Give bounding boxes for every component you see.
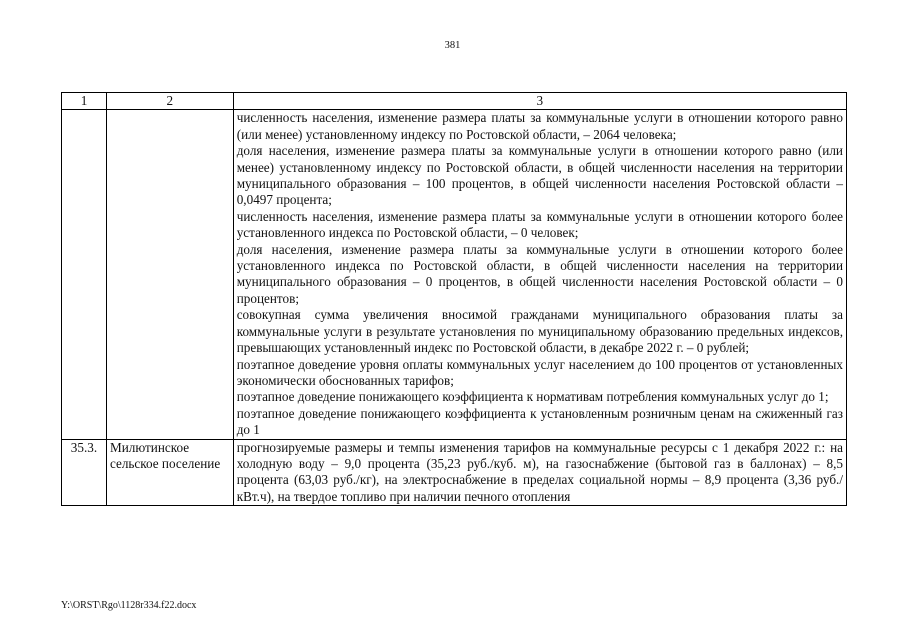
row-text: прогнозируемые размеры и темпы изменения тарифов на коммунальные ресурсы с 1 декабря 2022 г.: на холодную воду – 9,0 процента (35,23 руб./куб. м), на газоснабжение (бытовой газ в баллонах) – 8,5 процента (63,03 руб./кг), на электроснабжение в пределах социальной нормы – 8,9 процента (3,36 руб./кВт.ч), на твердое топливо при наличии печного отопления: [233, 439, 846, 506]
paragraph: доля населения, изменение размера платы за коммунальные услуги в отношении которого равно (или менее) установленному индексу по Ростовской области, в общей численности населения на территории муниципального образования – 100 процентов, в общей численности населения Ростовской области – 0,0497 процента;: [236, 143, 843, 208]
table-row-35-3: [62, 439, 847, 506]
header-col-3: 3: [233, 93, 846, 110]
paragraph: совокупная сумма увеличения вносимой гражданами муниципального образования платы за коммунальные услуги в результате установления по муниципальному образованию предельных индексов, превышающих установленный индекс по Ростовской области, в декабре 2022 г. – 0 рублей;: [236, 307, 843, 356]
paragraph: доля населения, изменение размера платы за коммунальные услуги в отношении которого более установленного индекса по Ростовской области, в общей численности населения на территории муниципального образования – 0 процентов, в общей численности населения Ростовской области – 0 процентов;: [236, 241, 843, 306]
header-col-1: 1: [62, 93, 107, 110]
header-col-2: 2: [106, 93, 233, 110]
page-number: 381: [444, 40, 461, 51]
settlement-name: Милютинское сельское поселение: [106, 439, 233, 506]
table-row-continuation: [62, 110, 847, 439]
paragraph: поэтапное доведение уровня оплаты коммунальных услуг населением до 100 процентов от установленных экономически обоснованных тарифов;: [236, 356, 843, 388]
empty-name-cell: [106, 110, 233, 439]
paragraph: численность населения, изменение размера платы за коммунальные услуги в отношении которого более установленного индекса по Ростовской области, – 0 человек;: [236, 208, 843, 241]
document-table: [61, 92, 847, 506]
empty-number-cell: [62, 110, 107, 439]
row-number: 35.3.: [62, 439, 107, 506]
paragraph: поэтапное доведение понижающего коэффициента к нормативам потребления коммунальных услуг до 1;: [236, 389, 829, 405]
table-header-row: [62, 93, 847, 110]
continuation-text-cell: [233, 110, 846, 439]
paragraph: численность населения, изменение размера платы за коммунальные услуги в отношении которого равно (или менее) установленному индексу по Ростовской области, – 2064 человека;: [236, 110, 843, 142]
footer-file-path: Y:\ORST\Rgo\1128r334.f22.docx: [61, 600, 197, 611]
paragraph: поэтапное доведение понижающего коэффициента к установленным розничным ценам на сжиженный газ до 1: [236, 405, 843, 438]
